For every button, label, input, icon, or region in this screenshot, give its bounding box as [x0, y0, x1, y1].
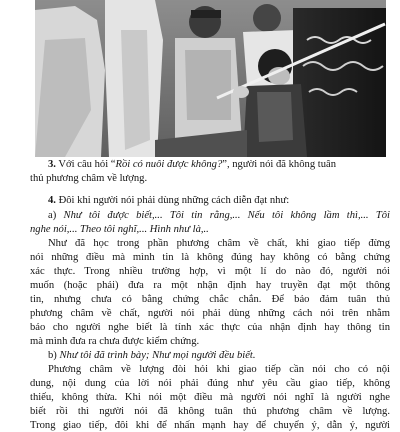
- text-run: 3.: [48, 159, 56, 170]
- text-line: [30, 419, 390, 432]
- text-run: b): [48, 350, 60, 361]
- text-run: 4.: [48, 195, 56, 206]
- text-run: xác thực. Trong nhiều trường hợp, vì một lí do nào đó, người nói: [30, 266, 390, 277]
- text-run: Với câu hỏi “: [55, 159, 116, 170]
- classroom-photo: [35, 0, 386, 157]
- text-line: [48, 158, 390, 171]
- text-run: biết rồi thì người nói đã không tuân thủ phương châm về lượng.: [30, 406, 390, 417]
- text-run: Như tôi đã trình bày; Như mọi người đều biết.: [59, 350, 256, 361]
- text-run: Trong giao tiếp, đôi khi để nhấn mạnh hay để chuyển ý, dẫn ý, người: [30, 420, 390, 431]
- text-line: [30, 279, 390, 292]
- text-run: Phương châm về lượng đòi hỏi khi giao tiếp cần nói cho có nội: [48, 364, 390, 375]
- text-run: Rồi có nuôi được không?: [115, 159, 223, 170]
- text-line: [48, 194, 289, 207]
- text-run: Đôi khi người nói phải dùng những cách diễn đạt như:: [55, 195, 290, 206]
- text-line: [30, 377, 390, 390]
- text-run: muốn (hoặc phải) đưa ra một nhận định hay truyền đạt một thông: [30, 280, 390, 291]
- text-line: [30, 391, 390, 404]
- text-line: [30, 335, 199, 348]
- text-line: [30, 265, 390, 278]
- classroom-photo-drawing: [35, 0, 386, 157]
- text-run: ”, người nói đã không tuân: [222, 159, 336, 170]
- text-line: [48, 209, 390, 222]
- text-run: phương châm về chất, người nói phải dùng những cách nói trên nhằm: [30, 308, 390, 319]
- text-line: [48, 363, 390, 376]
- text-run: dung, nội dung của lời nói phải đúng như yêu cầu giao tiếp, không: [30, 378, 390, 389]
- text-line: [30, 251, 390, 264]
- text-run: a): [48, 210, 64, 221]
- text-run: mà mình đưa ra chưa được kiểm chứng.: [30, 336, 200, 347]
- text-line: [30, 172, 147, 185]
- text-run: Như tôi được biết,... Tôi tin rằng,... Nếu tôi không lầm thì,... Tôi: [63, 210, 390, 221]
- text-line: [30, 223, 209, 236]
- text-run: thiếu, không thừa. Khi nói một điều mà người nói nghĩ là người nghe: [30, 392, 390, 403]
- text-line: [48, 349, 256, 362]
- text-run: báo cho người nghe biết là tính xác thực của nhận định hay thông tin: [30, 322, 390, 333]
- text-run: nghe nói,... Theo tôi nghĩ,... Hình như là,..: [30, 224, 209, 235]
- text-line: [30, 307, 390, 320]
- text-run: nói những điều mà mình tin là không đúng hay không có bằng chứng: [30, 252, 390, 263]
- text-line: [48, 237, 390, 250]
- text-line: [30, 321, 390, 334]
- text-run: tin, nhưng chưa có bằng chứng chắc chắn. Để bảo đảm tuân thủ: [30, 294, 390, 305]
- text-line: [30, 405, 390, 418]
- text-line: [30, 293, 390, 306]
- text-run: thủ phương châm về lượng.: [30, 173, 148, 184]
- text-run: Như đã học trong phần phương châm về chất, khi giao tiếp đừng: [48, 238, 390, 249]
